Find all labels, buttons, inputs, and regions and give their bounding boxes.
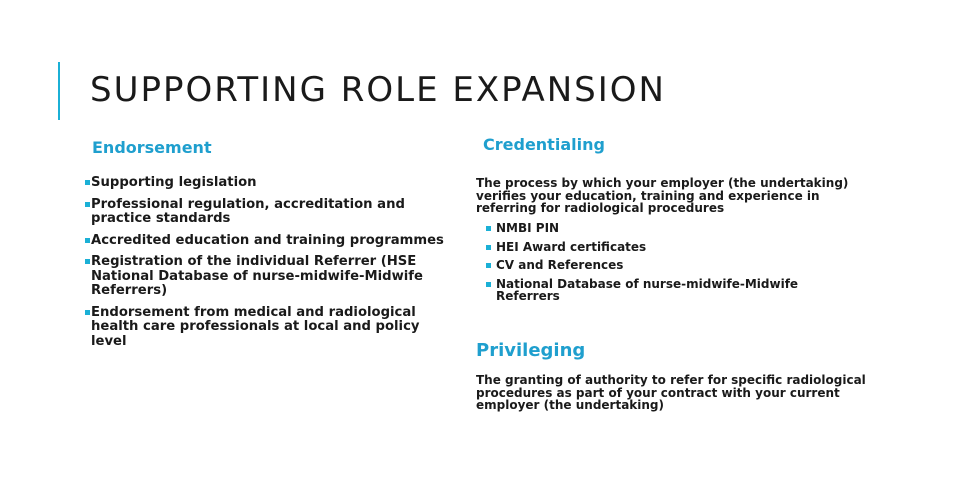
- credentialing-description: The process by which your employer (the undertaking) verifies your education, training and experience in referring for radiological procedures: [476, 176, 849, 215]
- list-item: [88, 306, 448, 350]
- list-item-text: Registration of the individual Referrer (HSE National Database of nurse-midwife-Midwife Referrers): [91, 254, 423, 298]
- square-bullet-icon: [85, 202, 90, 207]
- list-item: [486, 278, 856, 303]
- list-item-text: HEI Award certificates: [496, 239, 647, 254]
- list-item: [486, 259, 856, 272]
- list-item-text: Endorsement from medical and radiological health care professionals at local and policy level: [91, 304, 420, 349]
- list-item-text: Professional regulation, accreditation and practice standards: [91, 196, 405, 226]
- square-bullet-icon: [486, 245, 491, 250]
- endorsement-list: [88, 176, 448, 356]
- slide-title: SUPPORTING ROLE EXPANSION: [90, 70, 666, 110]
- square-bullet-icon: [85, 180, 90, 185]
- list-item: [88, 176, 448, 191]
- credentialing-heading: Credentialing: [483, 135, 605, 154]
- credentialing-list: [486, 222, 856, 309]
- list-item-text: Accredited education and training programmes: [91, 232, 444, 248]
- square-bullet-icon: [486, 226, 491, 231]
- square-bullet-icon: [486, 282, 491, 287]
- list-item: [88, 198, 448, 227]
- square-bullet-icon: [85, 310, 90, 315]
- square-bullet-icon: [486, 263, 491, 268]
- list-item: [486, 222, 856, 235]
- list-item-text: CV and References: [496, 258, 624, 272]
- list-item: [88, 234, 448, 249]
- privileging-heading: Privileging: [476, 340, 586, 361]
- list-item: [88, 255, 448, 299]
- title-accent-bar: [58, 62, 60, 120]
- list-item-text: National Database of nurse-midwife-Midwife Referrers: [496, 276, 799, 303]
- square-bullet-icon: [85, 259, 90, 264]
- endorsement-heading: Endorsement: [92, 138, 212, 157]
- privileging-description: The granting of authority to refer for specific radiological procedures as part of your contract with your current employer (the undertaking): [476, 373, 866, 412]
- list-item-text: Supporting legislation: [91, 175, 257, 190]
- list-item-text: NMBI PIN: [496, 221, 560, 235]
- list-item: [486, 241, 856, 254]
- square-bullet-icon: [85, 238, 90, 243]
